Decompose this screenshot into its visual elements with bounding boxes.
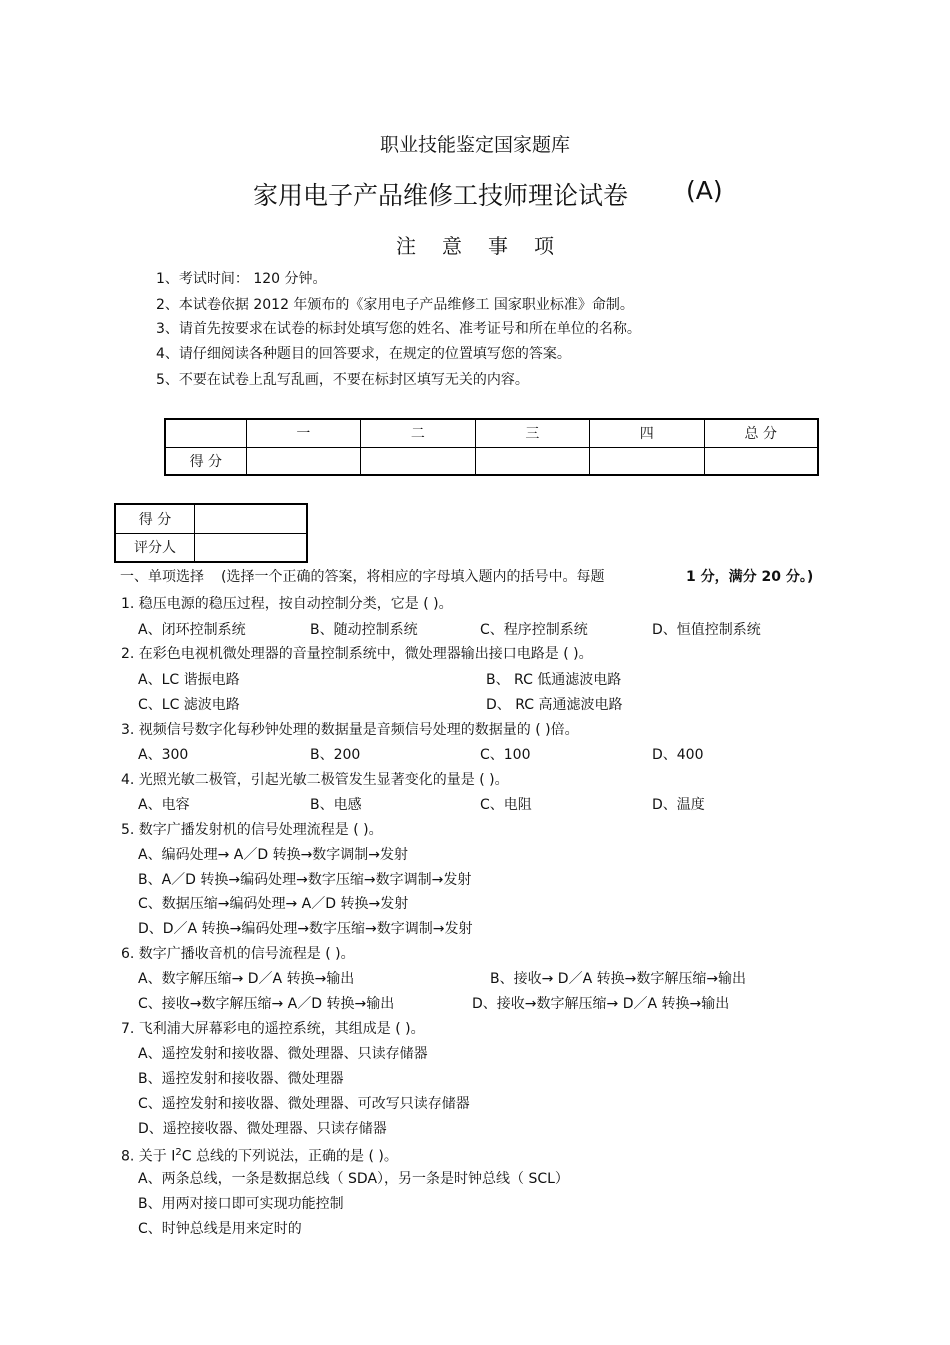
question-1: 1. 稳压电源的稳压过程，按自动控制分类，它是 ( )。 bbox=[121, 596, 453, 612]
question-7: 7. 飞利浦大屏幕彩电的遥控系统，其组成是 ( )。 bbox=[121, 1021, 425, 1037]
score-cell[interactable] bbox=[361, 447, 475, 475]
notice-item: 3、请首先按要求在试卷的标封处填写您的姓名、准考证号和所在单位的名称。 bbox=[156, 321, 641, 337]
question-5: 5. 数字广播发射机的信号处理流程是 ( )。 bbox=[121, 822, 383, 838]
score-cell[interactable] bbox=[704, 447, 818, 475]
score-header-2: 二 bbox=[361, 419, 475, 447]
grader-score-cell[interactable] bbox=[195, 504, 308, 533]
option-c: C、电阻 bbox=[480, 797, 532, 813]
option-c: C、遥控发射和接收器、微处理器、可改写只读存储器 bbox=[138, 1096, 470, 1112]
notice-item: 2、本试卷依据 2012 年颁布的《家用电子产品维修工 国家职业标准》命制。 bbox=[156, 297, 634, 313]
option-a: A、电容 bbox=[138, 797, 190, 813]
option-a: A、遥控发射和接收器、微处理器、只读存储器 bbox=[138, 1046, 428, 1062]
option-a: A、两条总线，一条是数据总线（ SDA），另一条是时钟总线（ SCL） bbox=[138, 1171, 569, 1187]
option-c: C、接收→数字解压缩→ A／D 转换→输出 bbox=[138, 996, 395, 1012]
score-header-1: 一 bbox=[246, 419, 360, 447]
option-a: A、闭环控制系统 bbox=[138, 622, 246, 638]
option-d: D、 RC 高通滤波电路 bbox=[486, 697, 623, 713]
option-b: B、 RC 低通滤波电路 bbox=[486, 672, 622, 688]
option-a: A、数字解压缩→ D／A 转换→输出 bbox=[138, 971, 355, 987]
option-c: C、LC 滤波电路 bbox=[138, 697, 240, 713]
grader-score-label: 得 分 bbox=[115, 504, 195, 533]
notice-item: 1、考试时间： 120 分钟。 bbox=[156, 271, 327, 287]
question-6: 6. 数字广播收音机的信号流程是 ( )。 bbox=[121, 946, 355, 962]
option-d: D、恒值控制系统 bbox=[652, 622, 761, 638]
option-b: B、接收→ D／A 转换→数字解压缩→输出 bbox=[490, 971, 747, 987]
grader-box bbox=[114, 503, 308, 563]
question-8-text: C 总线的下列说法，正确的是 ( )。 bbox=[181, 1148, 398, 1165]
exam-version: (A) bbox=[686, 176, 723, 205]
option-c: C、100 bbox=[480, 747, 531, 763]
score-header-3: 三 bbox=[475, 419, 589, 447]
score-cell[interactable] bbox=[475, 447, 589, 475]
score-header-4: 四 bbox=[590, 419, 704, 447]
option-d: D、遥控接收器、微处理器、只读存储器 bbox=[138, 1121, 387, 1137]
option-d: D、D／A 转换→编码处理→数字压缩→数字调制→发射 bbox=[138, 921, 473, 937]
score-header-total: 总 分 bbox=[704, 419, 818, 447]
option-c: C、时钟总线是用来定时的 bbox=[138, 1221, 302, 1237]
section-instruction: (选择一个正确的答案，将相应的字母填入题内的括号中。每题 bbox=[221, 569, 605, 585]
notice-item: 5、不要在试卷上乱写乱画，不要在标封区填写无关的内容。 bbox=[156, 372, 529, 388]
option-b: B、A／D 转换→编码处理→数字压缩→数字调制→发射 bbox=[138, 872, 472, 888]
exam-title: 家用电子产品维修工技师理论试卷 bbox=[253, 181, 629, 210]
option-a: A、LC 谐振电路 bbox=[138, 672, 240, 688]
option-b: B、遥控发射和接收器、微处理器 bbox=[138, 1071, 344, 1087]
question-8 bbox=[121, 1144, 398, 1166]
option-c: C、程序控制系统 bbox=[480, 622, 588, 638]
question-8-prefix: 8. 关于 I bbox=[121, 1148, 176, 1165]
score-row-label: 得 分 bbox=[165, 447, 246, 475]
table-corner-cell bbox=[165, 419, 246, 447]
section-title: 一、单项选择 bbox=[120, 569, 204, 585]
score-table bbox=[164, 418, 819, 476]
grader-name-label: 评分人 bbox=[115, 533, 195, 562]
score-cell[interactable] bbox=[246, 447, 360, 475]
question-2: 2. 在彩色电视机微处理器的音量控制系统中，微处理器输出接口电路是 ( )。 bbox=[121, 646, 593, 662]
notice-heading: 注意事项 bbox=[396, 234, 580, 258]
option-a: A、300 bbox=[138, 747, 189, 763]
question-4: 4. 光照光敏二极管，引起光敏二极管发生显著变化的量是 ( )。 bbox=[121, 772, 509, 788]
grader-name-cell[interactable] bbox=[195, 533, 308, 562]
section-points: 1 分，满分 20 分。) bbox=[686, 569, 814, 585]
option-b: B、用两对接口即可实现功能控制 bbox=[138, 1196, 344, 1212]
score-cell[interactable] bbox=[590, 447, 704, 475]
option-a: A、编码处理→ A／D 转换→数字调制→发射 bbox=[138, 847, 409, 863]
option-c: C、数据压缩→编码处理→ A／D 转换→发射 bbox=[138, 896, 409, 912]
question-8-superscript: 2 bbox=[175, 1147, 182, 1158]
option-b: B、电感 bbox=[310, 797, 362, 813]
exam-bank-title: 职业技能鉴定国家题库 bbox=[379, 134, 570, 156]
option-d: D、400 bbox=[652, 747, 704, 763]
option-b: B、随动控制系统 bbox=[310, 622, 418, 638]
option-d: D、接收→数字解压缩→ D／A 转换→输出 bbox=[472, 996, 730, 1012]
notice-item: 4、请仔细阅读各种题目的回答要求，在规定的位置填写您的答案。 bbox=[156, 346, 571, 362]
option-b: B、200 bbox=[310, 747, 361, 763]
question-3: 3. 视频信号数字化每秒钟处理的数据量是音频信号处理的数据量的 ( )倍。 bbox=[121, 722, 579, 738]
option-d: D、温度 bbox=[652, 797, 705, 813]
